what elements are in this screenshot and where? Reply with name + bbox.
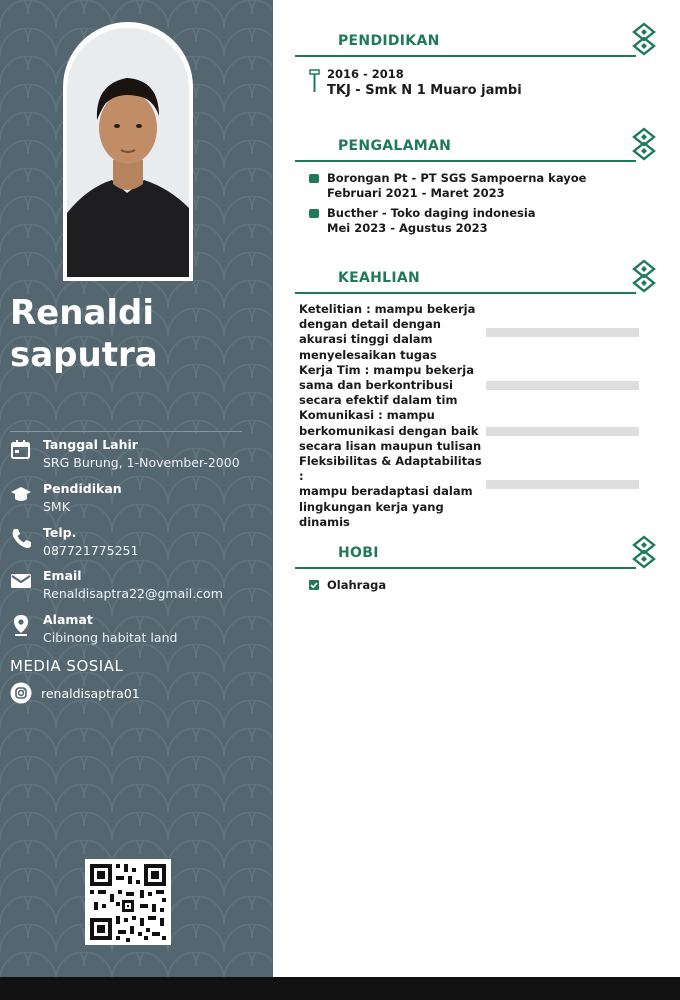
section-divider <box>295 160 636 162</box>
section-divider <box>295 567 636 569</box>
checkbox-icon <box>309 580 319 590</box>
briefcase-icon <box>309 174 319 183</box>
skills-description <box>299 302 484 530</box>
last-name: saputra <box>10 335 158 375</box>
bottom-bar <box>0 977 680 1000</box>
section-title-hobby: HOBI <box>338 545 379 561</box>
experience-title: Bucther - Toko daging indonesia <box>327 206 536 220</box>
contact-label: Tanggal Lahir <box>43 437 138 452</box>
section-divider <box>295 55 636 57</box>
contact-value: Renaldisaptra22@gmail.com <box>43 586 223 601</box>
school-icon <box>309 69 320 97</box>
calendar-icon <box>10 439 32 461</box>
contact-label: Email <box>43 568 82 583</box>
contact-value: SMK <box>43 499 70 514</box>
hobby-label: Olahraga <box>327 578 387 592</box>
contact-address <box>10 612 265 652</box>
skills-line: Ketelitian : mampu bekerja <box>299 302 476 316</box>
location-pin-icon <box>10 614 32 636</box>
section-divider <box>295 292 636 294</box>
skill-level-bar <box>486 480 639 489</box>
skills-line: sama dan berkontribusi <box>299 378 453 393</box>
experience-period: Februari 2021 - Maret 2023 <box>327 186 505 200</box>
qr-code <box>85 859 171 945</box>
education-school: TKJ - Smk N 1 Muaro jambi <box>327 83 522 98</box>
skills-line: berkomunikasi dengan baik <box>299 423 479 438</box>
skills-line: mampu beradaptasi dalam <box>299 484 473 499</box>
first-name: Renaldi <box>10 293 155 333</box>
profile-photo-frame <box>63 22 193 281</box>
skills-line: lingkungan kerja yang <box>299 499 444 514</box>
education-entry <box>327 66 522 99</box>
skills-line: secara lisan maupun tulisan <box>299 438 482 453</box>
section-ornament-icon <box>630 127 658 161</box>
skills-line: Kerja Tim : mampu bekerja <box>299 362 474 377</box>
section-title-education: PENDIDIKAN <box>338 33 440 49</box>
contact-birth-date <box>10 437 265 477</box>
skills-line: Fleksibilitas & Adaptabilitas : <box>299 454 482 484</box>
skills-line: secara efektif dalam tim <box>299 393 458 408</box>
contact-value: Cibinong habitat land <box>43 630 178 645</box>
phone-icon <box>10 527 32 549</box>
section-ornament-icon <box>630 259 658 293</box>
skill-level-bar <box>486 381 639 390</box>
sidebar <box>0 0 273 977</box>
skill-level-bar <box>486 328 639 337</box>
full-name <box>10 292 260 376</box>
experience-title: Borongan Pt - PT SGS Sampoerna kayoe <box>327 171 587 185</box>
skill-level-bar <box>486 427 639 436</box>
instagram-icon <box>10 682 32 708</box>
contact-education <box>10 481 265 521</box>
briefcase-icon <box>309 209 319 218</box>
instagram-handle: renaldisaptra01 <box>41 686 140 701</box>
contact-label: Alamat <box>43 612 93 627</box>
section-title-skills: KEAHLIAN <box>338 270 421 286</box>
skills-line: dinamis <box>299 514 350 529</box>
skills-line: akurasi tinggi dalam <box>299 332 433 347</box>
skills-line: Komunikasi : mampu <box>299 408 435 423</box>
contact-label: Telp. <box>43 525 77 540</box>
section-title-experience: PENGALAMAN <box>338 138 452 154</box>
skills-line: menyelesaikan tugas <box>299 347 437 362</box>
email-icon <box>10 570 32 592</box>
graduation-cap-icon <box>10 483 32 505</box>
social-instagram[interactable] <box>10 682 260 704</box>
contact-value: SRG Burung, 1-November-2000 <box>43 455 240 470</box>
contact-label: Pendidikan <box>43 481 122 496</box>
education-years: 2016 - 2018 <box>327 67 404 81</box>
section-ornament-icon <box>630 22 658 56</box>
contact-phone <box>10 525 265 565</box>
social-media-title: MEDIA SOSIAL <box>10 657 124 675</box>
sidebar-divider <box>10 431 242 432</box>
skills-line: dengan detail dengan <box>299 317 441 332</box>
contact-value: 087721775251 <box>43 543 139 558</box>
profile-photo <box>67 28 189 277</box>
experience-period: Mei 2023 - Agustus 2023 <box>327 221 488 235</box>
contact-email <box>10 568 265 608</box>
section-ornament-icon <box>630 535 658 569</box>
